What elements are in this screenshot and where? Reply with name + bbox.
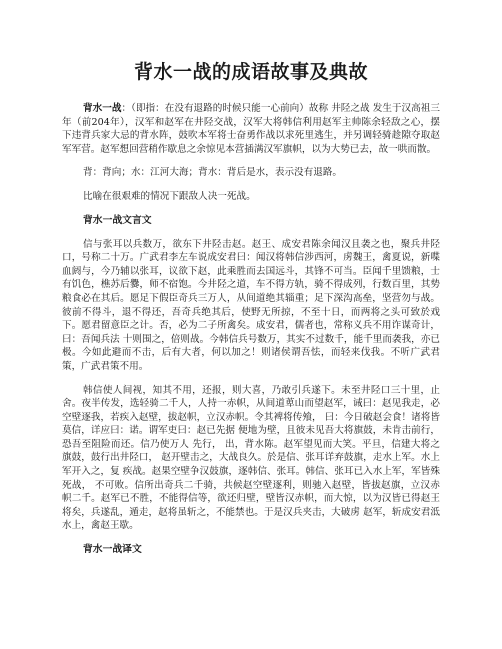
metaphor-paragraph: 比喻在很艰难的情况下跟敌人决一死战。 [83,190,256,202]
classical-paragraph-2: 韩信使人间视，知其不用，还报，则大喜，乃敢引兵遂下。未至井陉口三十里，止舍。夜半传发，选轻骑二千人，人持一赤帜，从间道萆山而望赵军，诫曰：赵见我走，必空壁逐我，若疾入赵壁，拔赵帜，立汉赤帜。令其裨将传飧， 曰：今日破赵会食！诸将皆莫信，详应曰：诺。谓军吏曰：赵已先据 便地为壁，且彼未见吾大将旗鼓，未肯击前行，恐吾至阻险而还。信乃使万人 先行， 出，背水陈。赵军望见而大笑。平旦，信建大将之旗鼓，鼓行出井陉口， 赵开壁击之，大战良久。於是信、张耳详弃鼓旗，走水上军。水上军开入之，复 疾战。赵果空壁争汉鼓旗，逐韩信、张耳。韩信、张耳已入水上军，军皆殊死战， 不可败。信所出奇兵二千骑，共候赵空壁逐利，则驰入赵壁，皆拔赵旗，立汉赤 帜二千。赵军已不胜，不能得信等，欲还归壁，壁皆汉赤帜，而大惊，以为汉皆已得赵王将矣，兵遂乱，遁走，赵将虽斩之，不能禁也。于是汉兵夹击，大破虏 赵军，斩成安君泜水上，禽赵王歇。 [62,384,440,532]
section-heading-translation: 背水一战译文 [83,544,142,556]
intro-paragraph [62,102,440,156]
definition-paragraph: 背：背向；水：江河大海；背水：背后是水，表示没有退路。 [83,167,343,179]
intro-term: 背水一战 [83,103,122,114]
classical-paragraph-1: 信与张耳以兵数万，欲东下井陉击赵。赵王、成安君陈余闻汉且袭之也，聚兵井陉口，号称二十万。广武君李左车说成安君曰：闻汉将韩信涉西河，虏魏王，禽夏说，新喋血阏与，今乃辅以张耳，议欲下赵，此乘胜而去国远斗，其锋不可当。臣闻千里馈粮，士有饥色，樵苏后爨，师不宿饱。今井陉之道，车不得方轨，骑不得成列，行数百里，其势粮食必在其后。愿足下假臣奇兵三万人，从间道绝其辎重；足下深沟高垒，坚营勿与战。彼前不得斗，退不得还，吾奇兵绝其后，使野无所掠，不至十日，而两将之头可致於戏下。愿君留意臣之计。否，必为二子所禽矣。成安君，儒者也，常称义兵不用诈谋奇计，曰：吾闻兵法 十则围之，倍则战。今韩信兵号数万，其实不过数千，能千里而袭我，亦已极。今如此避而不击，后有大者，何以加之！则诸侯谓吾怯，而轻来伐我。不听广武君策，广武君策不用。 [62,238,440,372]
section-heading-classical: 背水一战文言文 [83,214,152,226]
intro-text: ：（即指：在没有退路的时候只能一心前向）故称 井陉之战 发生于汉高祖三年（前204年），汉军和赵军在井陉交战，汉军大将韩信利用赵军主帅陈余轻敌之心，摆下违背兵家大忌的背水阵，鼓吹本军将士奋勇作战以求死里逃生，并另调轻骑趁隙夺取赵军军营。赵军想回营稍作歇息之余惊见本营插满汉军旗帜，以为大势已去，故一哄而散。 [62,103,440,155]
document-title: 背水一战的成语故事及典故 [133,61,368,83]
